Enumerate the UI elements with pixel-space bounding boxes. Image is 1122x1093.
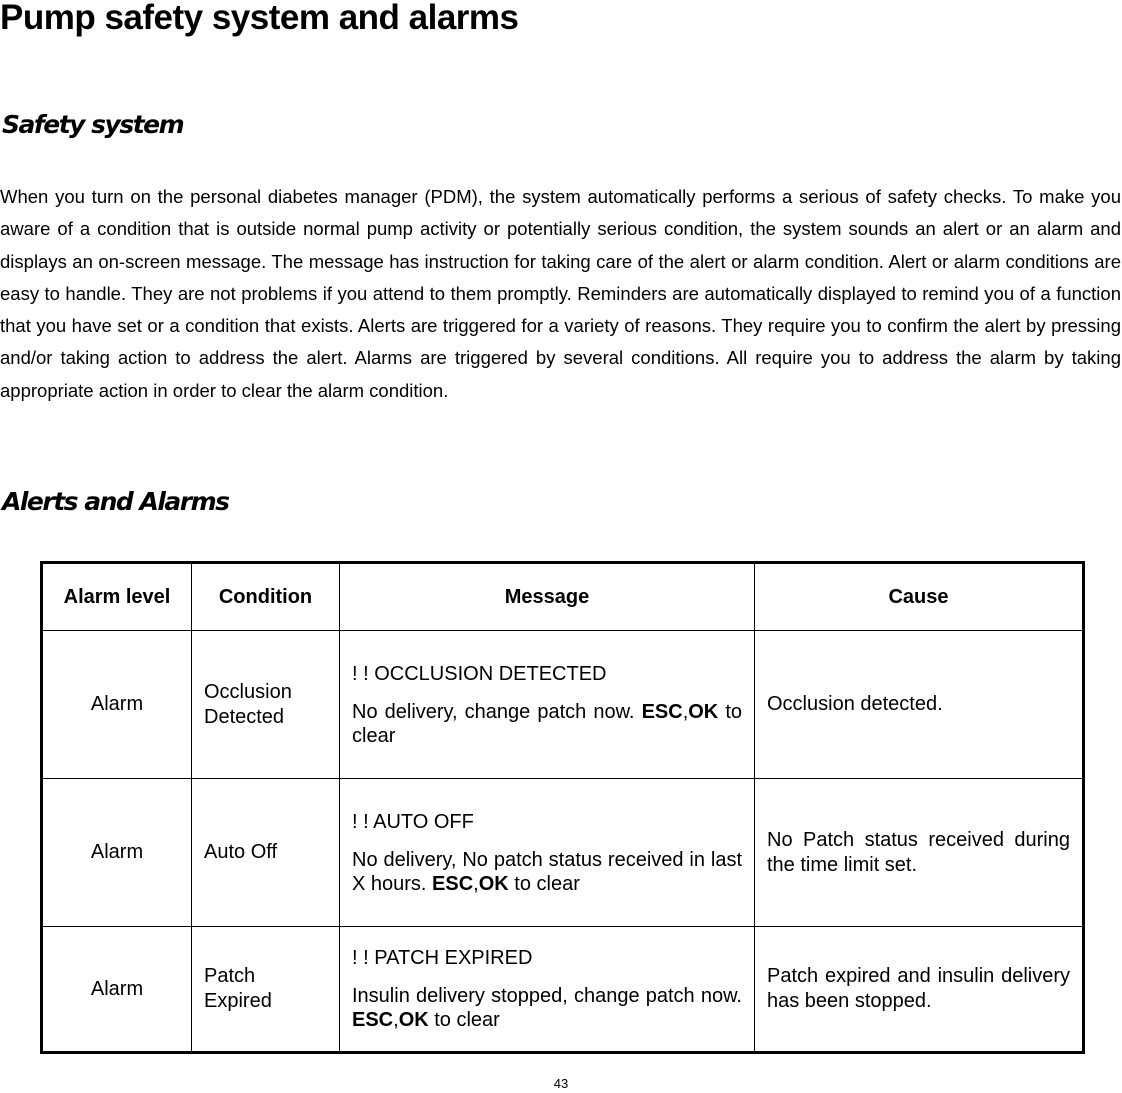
header-cause: Cause: [755, 563, 1084, 631]
table-row: [42, 927, 1084, 1053]
message-cell: [340, 779, 755, 927]
alarm-level-cell: Alarm: [42, 927, 192, 1053]
table-row: [42, 779, 1084, 927]
key-separator: ,: [473, 872, 479, 895]
message-title: ! ! OCCLUSION DETECTED: [352, 662, 607, 685]
table-row: [42, 631, 1084, 779]
ok-key-label: OK: [398, 1009, 429, 1031]
message-text: Insulin delivery stopped, change patch now.: [352, 985, 742, 1007]
message-suffix: to clear: [514, 872, 580, 895]
alarm-level-cell: Alarm: [42, 631, 192, 779]
message-title: ! ! AUTO OFF: [352, 810, 474, 833]
message-cell: [340, 631, 755, 779]
ok-key-label: OK: [688, 700, 719, 723]
safety-system-paragraph: When you turn on the personal diabetes manager (PDM), the system automatically performs a serious of safety checks. To make you aware of a condition that is outside normal pump activity or potentially serious condition, the system sounds an alert or an alarm and displays an on-screen message. The message has instruction for taking care of the alert or alarm condition. Alert or alarm conditions are easy to handle. They are not problems if you attend to them promptly. Reminders are automatically displayed to remind you of a function that you have set or a condition that exists. Alerts are triggered for a variety of reasons. They require you to confirm the alert by pressing and/or taking action to address the alert. Alarms are triggered by several conditions. All require you to address the alarm by taking appropriate action in order to clear the alarm condition.: [0, 186, 1121, 401]
table-header-row: [42, 563, 1084, 631]
message-text: No delivery, change patch now.: [352, 700, 635, 723]
page-title: Pump safety system and alarms: [0, 0, 519, 37]
key-separator: ,: [393, 1009, 399, 1031]
message-suffix: to clear: [434, 1009, 500, 1031]
message-title: ! ! PATCH EXPIRED: [352, 947, 533, 969]
cause-cell: [755, 779, 1084, 927]
message-body: [352, 984, 742, 1032]
message-body: [352, 700, 742, 748]
condition-cell: Patch Expired: [192, 927, 340, 1053]
safety-system-heading: Safety system: [2, 110, 184, 139]
cause-text: No Patch status received during the time limit set.: [767, 828, 1070, 876]
message-text: No delivery, No patch status received in last X hours.: [352, 848, 742, 895]
message-body: [352, 848, 742, 896]
header-alarm-level: Alarm level: [42, 563, 192, 631]
cause-text: Occlusion detected.: [767, 693, 943, 715]
message-suffix: to clear: [352, 700, 742, 747]
key-separator: ,: [682, 700, 689, 723]
cause-cell: [755, 927, 1084, 1053]
cause-cell: [755, 631, 1084, 779]
condition-cell: Auto Off: [192, 779, 340, 927]
message-cell: [340, 927, 755, 1053]
header-message: Message: [340, 563, 755, 631]
esc-key-label: ESC: [641, 700, 683, 723]
esc-key-label: ESC: [432, 872, 474, 895]
condition-cell: Occlusion Detected: [192, 631, 340, 779]
alerts-alarms-heading: Alerts and Alarms: [2, 487, 229, 516]
alarm-level-cell: Alarm: [42, 779, 192, 927]
header-condition: Condition: [192, 563, 340, 631]
esc-key-label: ESC: [352, 1009, 394, 1031]
ok-key-label: OK: [478, 872, 509, 895]
page-number: 43: [553, 1076, 569, 1091]
alarms-table: [40, 561, 1085, 1054]
cause-text: Patch expired and insulin delivery has been stopped.: [767, 965, 1070, 1012]
